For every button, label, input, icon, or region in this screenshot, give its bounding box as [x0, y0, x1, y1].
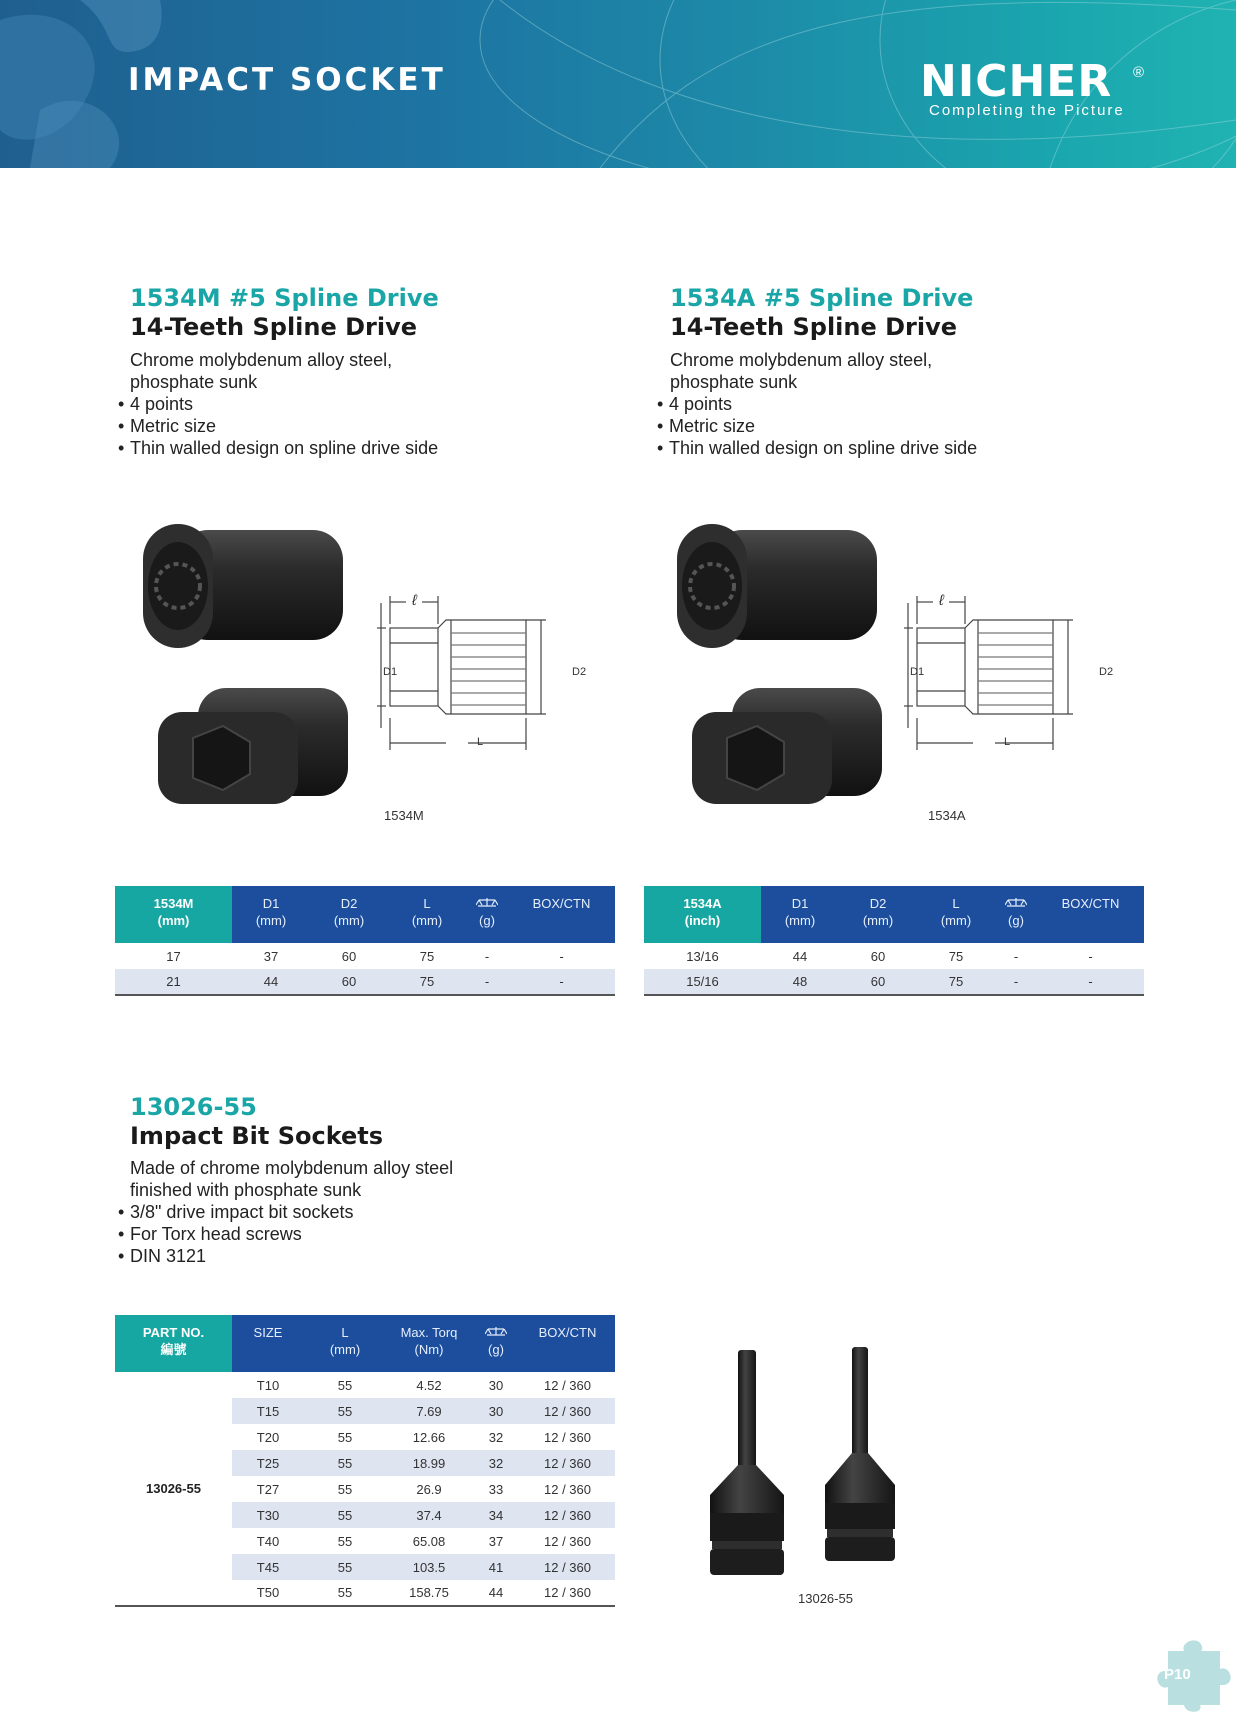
table-row: [644, 943, 1144, 969]
feature-item: • For Torx head screws: [118, 1223, 353, 1245]
table-cell: 55: [304, 1450, 386, 1476]
table-cell: 60: [870, 948, 886, 964]
table-cell: 75: [388, 969, 466, 995]
table-cell: T10: [256, 1377, 280, 1393]
puzzle-icon: [1150, 1633, 1236, 1713]
feature-list: [118, 1201, 353, 1267]
table-cell: 44: [232, 969, 310, 995]
table-cell: 7.69: [386, 1398, 472, 1424]
table-cell: 12 / 360: [520, 1554, 615, 1580]
spec-table: [115, 886, 615, 996]
table-cell: 12 / 360: [520, 1398, 615, 1424]
dim-label-d2: D2: [1099, 666, 1114, 678]
description-line: Chrome molybdenum alloy steel,: [130, 350, 393, 370]
col-header: BOX/CTN: [508, 886, 615, 943]
dim-label-d2: D2: [572, 666, 587, 678]
table-cell: 158.75: [386, 1580, 472, 1606]
table-cell: -: [1013, 948, 1019, 964]
page-title: IMPACT SOCKET: [128, 62, 446, 98]
product-caption: 1534M: [384, 808, 424, 823]
feature-item: • Metric size: [118, 415, 438, 437]
scale-icon: [1005, 897, 1027, 908]
table-cell: 44: [792, 948, 808, 964]
description-line: Made of chrome molybdenum alloy steel: [130, 1158, 454, 1178]
description-line: phosphate sunk: [670, 372, 798, 392]
dim-label-l: ℓ: [939, 592, 944, 609]
product-caption: 1534A: [928, 808, 966, 823]
table-cell: 12 / 360: [520, 1580, 615, 1606]
table-cell: -: [466, 969, 508, 995]
page-number: P10: [1164, 1666, 1191, 1683]
table-cell: 75: [419, 948, 435, 964]
table-cell: 55: [337, 1429, 353, 1445]
table-cell: 4.52: [416, 1377, 442, 1393]
description-line: Chrome molybdenum alloy steel,: [670, 350, 933, 370]
brand-tagline: Completing the Picture: [929, 102, 1125, 119]
table-row: [115, 943, 615, 969]
col-header: D2 (mm): [310, 886, 388, 943]
table-cell: 30: [488, 1377, 504, 1393]
table-cell: 12 / 360: [520, 1450, 615, 1476]
product-model: 13026-55: [130, 1093, 257, 1121]
feature-item: • Thin walled design on spline drive side: [118, 437, 438, 459]
table-cell: 44: [472, 1580, 520, 1606]
product-description: [130, 349, 392, 393]
dim-label-L: L: [477, 736, 484, 748]
table-cell: 34: [472, 1502, 520, 1528]
table-row: [115, 1372, 615, 1398]
col-header: BOX/CTN: [1037, 886, 1144, 943]
spec-table: [115, 1315, 615, 1607]
col-header: Max. Torq (Nm): [386, 1315, 472, 1372]
col-header: 1534M (mm): [115, 886, 232, 943]
table-cell: 55: [304, 1580, 386, 1606]
table-cell: -: [1088, 948, 1093, 964]
product-subtitle: 14-Teeth Spline Drive: [130, 313, 418, 341]
table-cell: T40: [256, 1533, 280, 1549]
col-header: SIZE: [232, 1315, 304, 1372]
table-cell: 12 / 360: [544, 1481, 591, 1497]
table-cell: 55: [304, 1398, 386, 1424]
table-cell: -: [559, 948, 564, 964]
table-cell: T25: [232, 1450, 304, 1476]
product-model: 1534A #5 Spline Drive: [670, 284, 974, 312]
col-header: L (mm): [304, 1315, 386, 1372]
registered-mark: ®: [1133, 64, 1145, 81]
table-cell: 41: [472, 1554, 520, 1580]
feature-item: • Thin walled design on spline drive side: [657, 437, 977, 459]
table-cell: 65.08: [412, 1533, 446, 1549]
table-cell: T15: [232, 1398, 304, 1424]
table-cell: 15/16: [644, 969, 761, 995]
socket-photo: [138, 520, 348, 810]
table-cell: 37.4: [386, 1502, 472, 1528]
scale-icon: [476, 897, 498, 908]
feature-list: [657, 393, 977, 459]
col-header-weight: (g): [472, 1315, 520, 1372]
dimension-diagram: [903, 588, 1113, 753]
table-cell: 26.9: [416, 1481, 442, 1497]
product-caption: 13026-55: [798, 1591, 853, 1606]
part-number-cell: 13026-55: [115, 1372, 232, 1606]
page-header: [0, 0, 1236, 168]
feature-list: [118, 393, 438, 459]
table-cell: 12.66: [412, 1429, 446, 1445]
table-cell: 75: [948, 948, 964, 964]
brand-logo: NICHER: [920, 56, 1113, 107]
col-header: BOX/CTN: [520, 1315, 615, 1372]
col-header: L (mm): [917, 886, 995, 943]
col-header: L (mm): [388, 886, 466, 943]
feature-item: • Metric size: [657, 415, 977, 437]
table-cell: 60: [839, 969, 917, 995]
feature-item: • 4 points: [118, 393, 438, 415]
dim-label-l: ℓ: [412, 592, 417, 609]
product-model: 1534M #5 Spline Drive: [130, 284, 439, 312]
product-description: [130, 1157, 453, 1201]
col-header: D1 (mm): [232, 886, 310, 943]
table-cell: T30: [232, 1502, 304, 1528]
col-header: 1534A (inch): [644, 886, 761, 943]
dim-label-d1: D1: [383, 666, 398, 678]
col-header: D1 (mm): [761, 886, 839, 943]
dim-label-L: L: [1004, 736, 1011, 748]
table-cell: 103.5: [386, 1554, 472, 1580]
table-cell: 55: [304, 1502, 386, 1528]
table-cell: -: [995, 969, 1037, 995]
table-cell: 33: [488, 1481, 504, 1497]
table-cell: 48: [761, 969, 839, 995]
table-cell: -: [1037, 969, 1144, 995]
feature-item: • DIN 3121: [118, 1245, 353, 1267]
table-cell: T20: [256, 1429, 280, 1445]
product-description: [670, 349, 932, 393]
table-cell: 55: [337, 1377, 353, 1393]
table-cell: -: [484, 948, 490, 964]
table-cell: 32: [488, 1429, 504, 1445]
table-cell: 12 / 360: [544, 1533, 591, 1549]
bit-socket-photo: [700, 1345, 900, 1585]
description-line: finished with phosphate sunk: [130, 1180, 362, 1200]
table-cell: T27: [256, 1481, 280, 1497]
feature-item: • 4 points: [657, 393, 977, 415]
table-cell: 17: [166, 948, 181, 964]
table-cell: T45: [232, 1554, 304, 1580]
table-cell: -: [508, 969, 615, 995]
description-line: phosphate sunk: [130, 372, 258, 392]
spec-table: [644, 886, 1144, 996]
table-cell: 60: [310, 969, 388, 995]
product-subtitle: 14-Teeth Spline Drive: [670, 313, 958, 341]
scale-icon: [485, 1326, 507, 1337]
dimension-diagram: [376, 588, 586, 753]
table-header-row: [115, 1315, 615, 1372]
table-cell: 37: [488, 1533, 504, 1549]
table-cell: 55: [337, 1533, 353, 1549]
table-cell: 55: [304, 1554, 386, 1580]
table-cell: 32: [472, 1450, 520, 1476]
table-cell: 12 / 360: [544, 1429, 591, 1445]
table-row: [644, 969, 1144, 995]
col-header: D2 (mm): [839, 886, 917, 943]
dim-label-d1: D1: [910, 666, 925, 678]
table-cell: 55: [337, 1481, 353, 1497]
table-cell: 18.99: [386, 1450, 472, 1476]
table-cell: 13/16: [686, 948, 719, 964]
table-row: [115, 969, 615, 995]
table-cell: 75: [917, 969, 995, 995]
table-cell: 37: [263, 948, 279, 964]
col-header-weight: (g): [995, 886, 1037, 943]
col-header-weight: (g): [466, 886, 508, 943]
table-cell: T50: [232, 1580, 304, 1606]
table-cell: 60: [341, 948, 357, 964]
table-cell: 30: [472, 1398, 520, 1424]
col-header: PART NO. 編號: [115, 1315, 232, 1372]
table-header-row: [115, 886, 615, 943]
product-subtitle: Impact Bit Sockets: [130, 1122, 384, 1150]
feature-item: • 3/8" drive impact bit sockets: [118, 1201, 353, 1223]
socket-photo: [672, 520, 882, 810]
table-header-row: [644, 886, 1144, 943]
table-cell: 12 / 360: [544, 1377, 591, 1393]
table-cell: 12 / 360: [520, 1502, 615, 1528]
table-cell: 21: [115, 969, 232, 995]
